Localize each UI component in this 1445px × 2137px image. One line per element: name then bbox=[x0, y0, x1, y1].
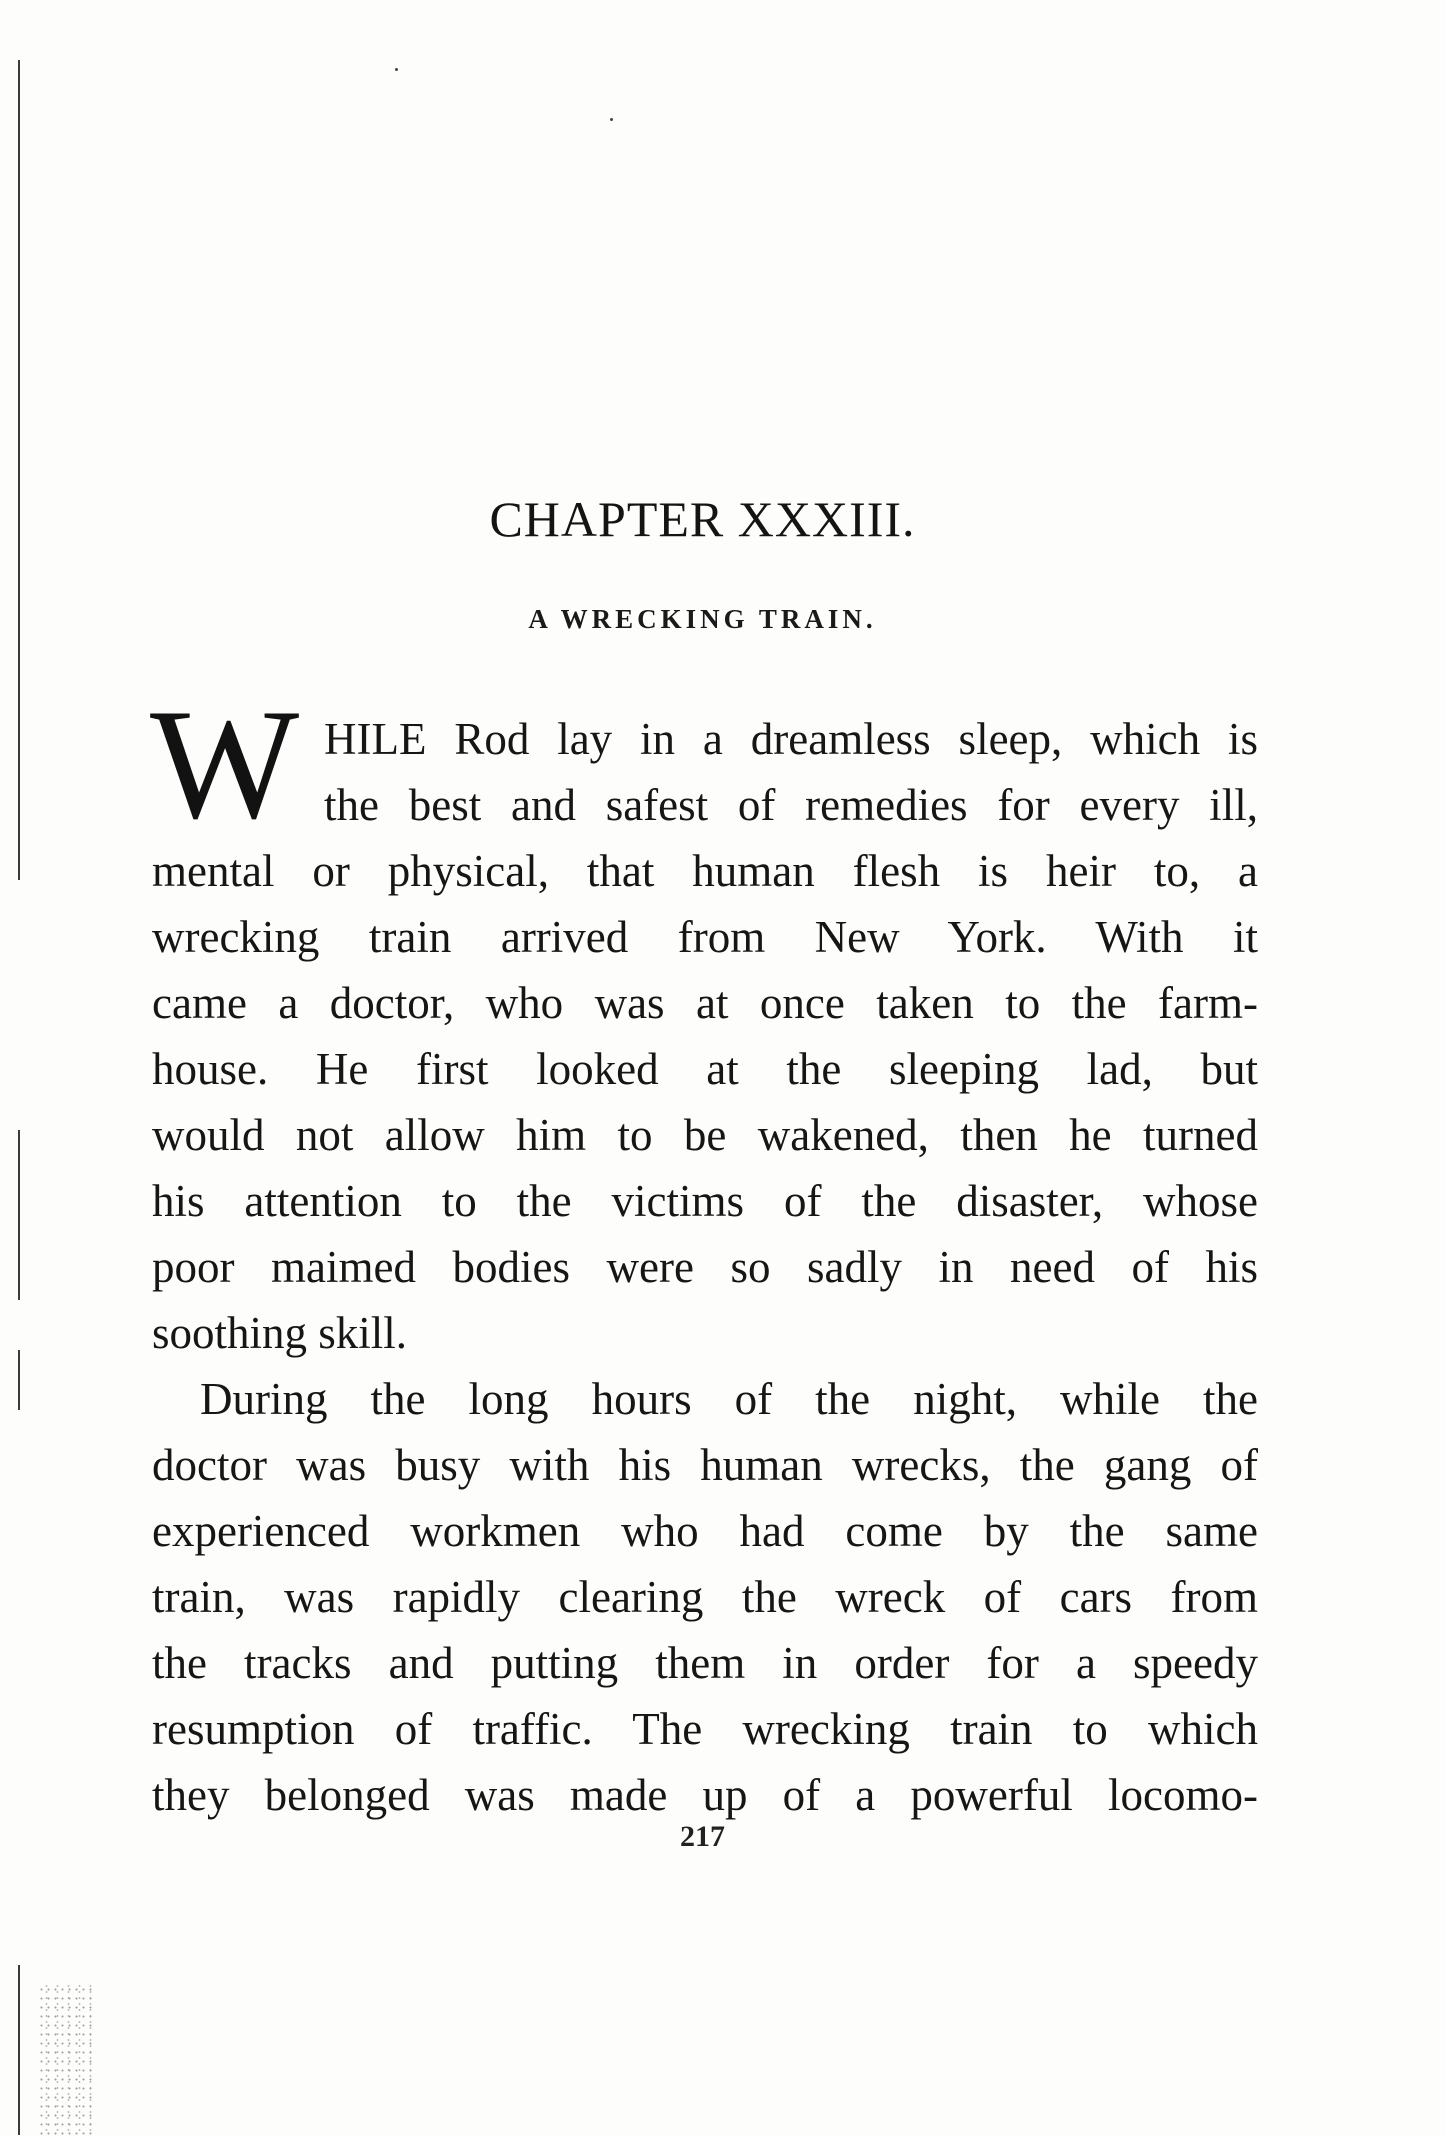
drop-cap: W bbox=[150, 677, 300, 852]
text-line: experienced workmen who had come by the same bbox=[152, 1506, 1258, 1556]
chapter-subtitle: A WRECKING TRAIN. bbox=[528, 604, 877, 634]
page-number: 217 bbox=[680, 1820, 725, 1853]
text-line: the tracks and putting them in order for a speedy bbox=[152, 1638, 1258, 1688]
scan-speckle bbox=[38, 1985, 96, 2135]
text-line: the best and safest of remedies for every ill, bbox=[324, 780, 1258, 830]
text-line: his attention to the victims of the disaster, whose bbox=[152, 1176, 1258, 1226]
scan-gutter-line bbox=[18, 1350, 20, 1410]
scan-gutter-line bbox=[18, 1130, 20, 1300]
text-line: mental or physical, that human flesh is heir to, a bbox=[152, 846, 1258, 896]
paragraph-2 bbox=[152, 1366, 1258, 1828]
text-line: wrecking train arrived from New York. With it bbox=[152, 912, 1258, 962]
text-line: soothing skill. bbox=[152, 1308, 408, 1358]
scan-dot bbox=[395, 68, 398, 71]
text-line: would not allow him to be wakened, then he turned bbox=[152, 1110, 1258, 1160]
scan-gutter-line bbox=[18, 60, 20, 880]
scan-gutter-line bbox=[18, 1965, 20, 2135]
paragraph-1 bbox=[152, 706, 1258, 1366]
text-line: house. He first looked at the sleeping lad, but bbox=[152, 1044, 1258, 1094]
text-line: they belonged was made up of a powerful locomo- bbox=[152, 1770, 1258, 1820]
scan-dot bbox=[610, 118, 613, 121]
text-line: poor maimed bodies were so sadly in need of his bbox=[152, 1242, 1258, 1292]
text-line: train, was rapidly clearing the wreck of cars from bbox=[152, 1572, 1258, 1622]
text-line: HILE Rod lay in a dreamless sleep, which is bbox=[324, 714, 1258, 764]
chapter-heading: CHAPTER XXXIII. bbox=[489, 491, 916, 547]
text-line: doctor was busy with his human wrecks, the gang of bbox=[152, 1440, 1258, 1490]
text-line: came a doctor, who was at once taken to the farm- bbox=[152, 978, 1258, 1028]
text-line: During the long hours of the night, while the bbox=[200, 1374, 1258, 1424]
text-line: resumption of traffic. The wrecking train to which bbox=[152, 1704, 1258, 1754]
